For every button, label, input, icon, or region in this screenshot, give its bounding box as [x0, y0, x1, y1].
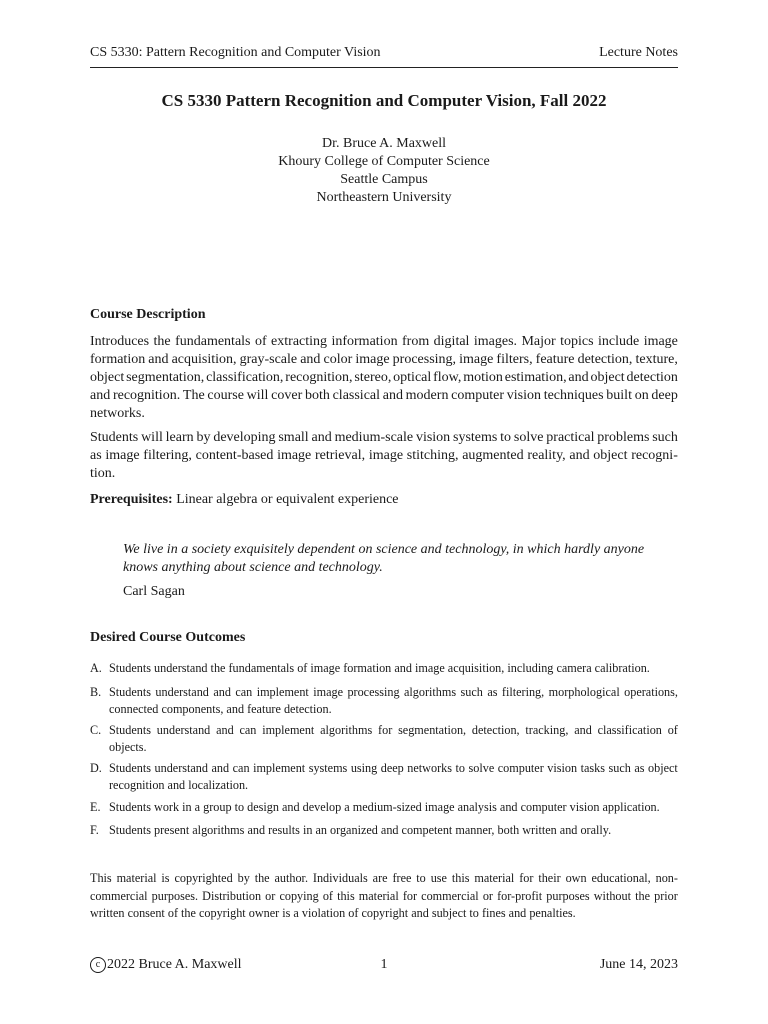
prerequisites-label: Prerequisites: — [90, 492, 173, 507]
author-campus: Seattle Campus — [340, 172, 428, 187]
footer-date: June 14, 2023 — [599, 957, 678, 972]
quote-line: knows anything about science and technology. — [123, 560, 383, 575]
page-title: CS 5330 Pattern Recognition and Computer Vision, Fall 2022 — [161, 91, 607, 110]
prerequisites-text: Linear algebra or equivalent experience — [176, 492, 399, 507]
author-university: Northeastern University — [316, 190, 452, 205]
copyright-notice — [90, 870, 678, 923]
outcome-text: objects. — [109, 739, 147, 754]
paragraph-line: object segmentation, classification, recognition, stereo, optical flow, motion estimation, and object detection — [90, 370, 678, 385]
footer-copyright-text: 2022 Bruce A. Maxwell — [107, 957, 242, 972]
outcome-label: F. — [90, 823, 99, 837]
running-header-course: CS 5330: Pattern Recognition and Computer Vision — [90, 45, 381, 60]
paragraph-line: formation and acquisition, gray-scale and color image processing, image filters, feature detection, texture, — [90, 352, 678, 367]
running-header-label: Lecture Notes — [599, 45, 678, 60]
outcome-text: Students present algorithms and results in an organized and competent manner, both written and orally. — [109, 823, 612, 837]
paragraph-line: and recognition. The course will cover both classical and modern computer vision techniques built on deep — [90, 388, 678, 403]
outcome-label: D. — [90, 761, 102, 775]
outcome-label: E. — [90, 800, 101, 814]
outcome-label: C. — [90, 723, 102, 737]
quote-line: We live in a society exquisitely dependent on science and technology, in which hardly anyone — [123, 542, 645, 557]
paragraph-line: networks. — [90, 406, 145, 421]
page-number: 1 — [380, 957, 388, 972]
outcome-label: B. — [90, 685, 102, 699]
outcome-text: connected components, and feature detection. — [109, 701, 332, 716]
copyright-line: This material is copyrighted by the author. Individuals are free to use this material for their own educational, non- — [90, 871, 678, 885]
copyright-line: commercial purposes. Distribution or copying of this material for commercial or for-profit purposes without the prior — [90, 888, 678, 903]
copyright-icon: c — [90, 957, 106, 973]
paragraph-line: as image filtering, content-based image retrieval, image stitching, augmented reality, and object recogni- — [90, 448, 678, 463]
paragraph-line: Students will learn by developing small and medium-scale vision systems to solve practical problems such — [90, 430, 678, 445]
outcome-text: Students work in a group to design and develop a medium-sized image analysis and computer vision application. — [109, 800, 660, 814]
paragraph-line: Introduces the fundamentals of extracting information from digital images. Major topics include image — [90, 334, 678, 349]
outcome-text: recognition and localization. — [109, 777, 249, 792]
course-description-heading: Course Description — [90, 307, 206, 322]
paragraph-line: tion. — [90, 466, 116, 481]
outcome-text: Students understand and can implement image processing algorithms such as filtering, morphological operations, — [109, 685, 678, 699]
quote-attribution: Carl Sagan — [123, 584, 185, 599]
outcome-text: Students understand the fundamentals of image formation and image acquisition, including camera calibration. — [109, 661, 650, 675]
outcomes-list — [90, 0, 678, 840]
outcome-text: Students understand and can implement systems using deep networks to solve computer vision tasks such as object — [109, 761, 678, 775]
outcome-label: A. — [90, 661, 102, 675]
author-college: Khoury College of Computer Science — [278, 154, 490, 169]
author-name: Dr. Bruce A. Maxwell — [321, 136, 447, 151]
copyright-line: written consent of the copyright owner is a violation of copyright and subject to fines and penalties. — [90, 906, 576, 920]
outcome-text: Students understand and can implement algorithms for segmentation, detection, tracking, and classification of — [109, 723, 678, 737]
outcomes-heading: Desired Course Outcomes — [90, 630, 246, 645]
